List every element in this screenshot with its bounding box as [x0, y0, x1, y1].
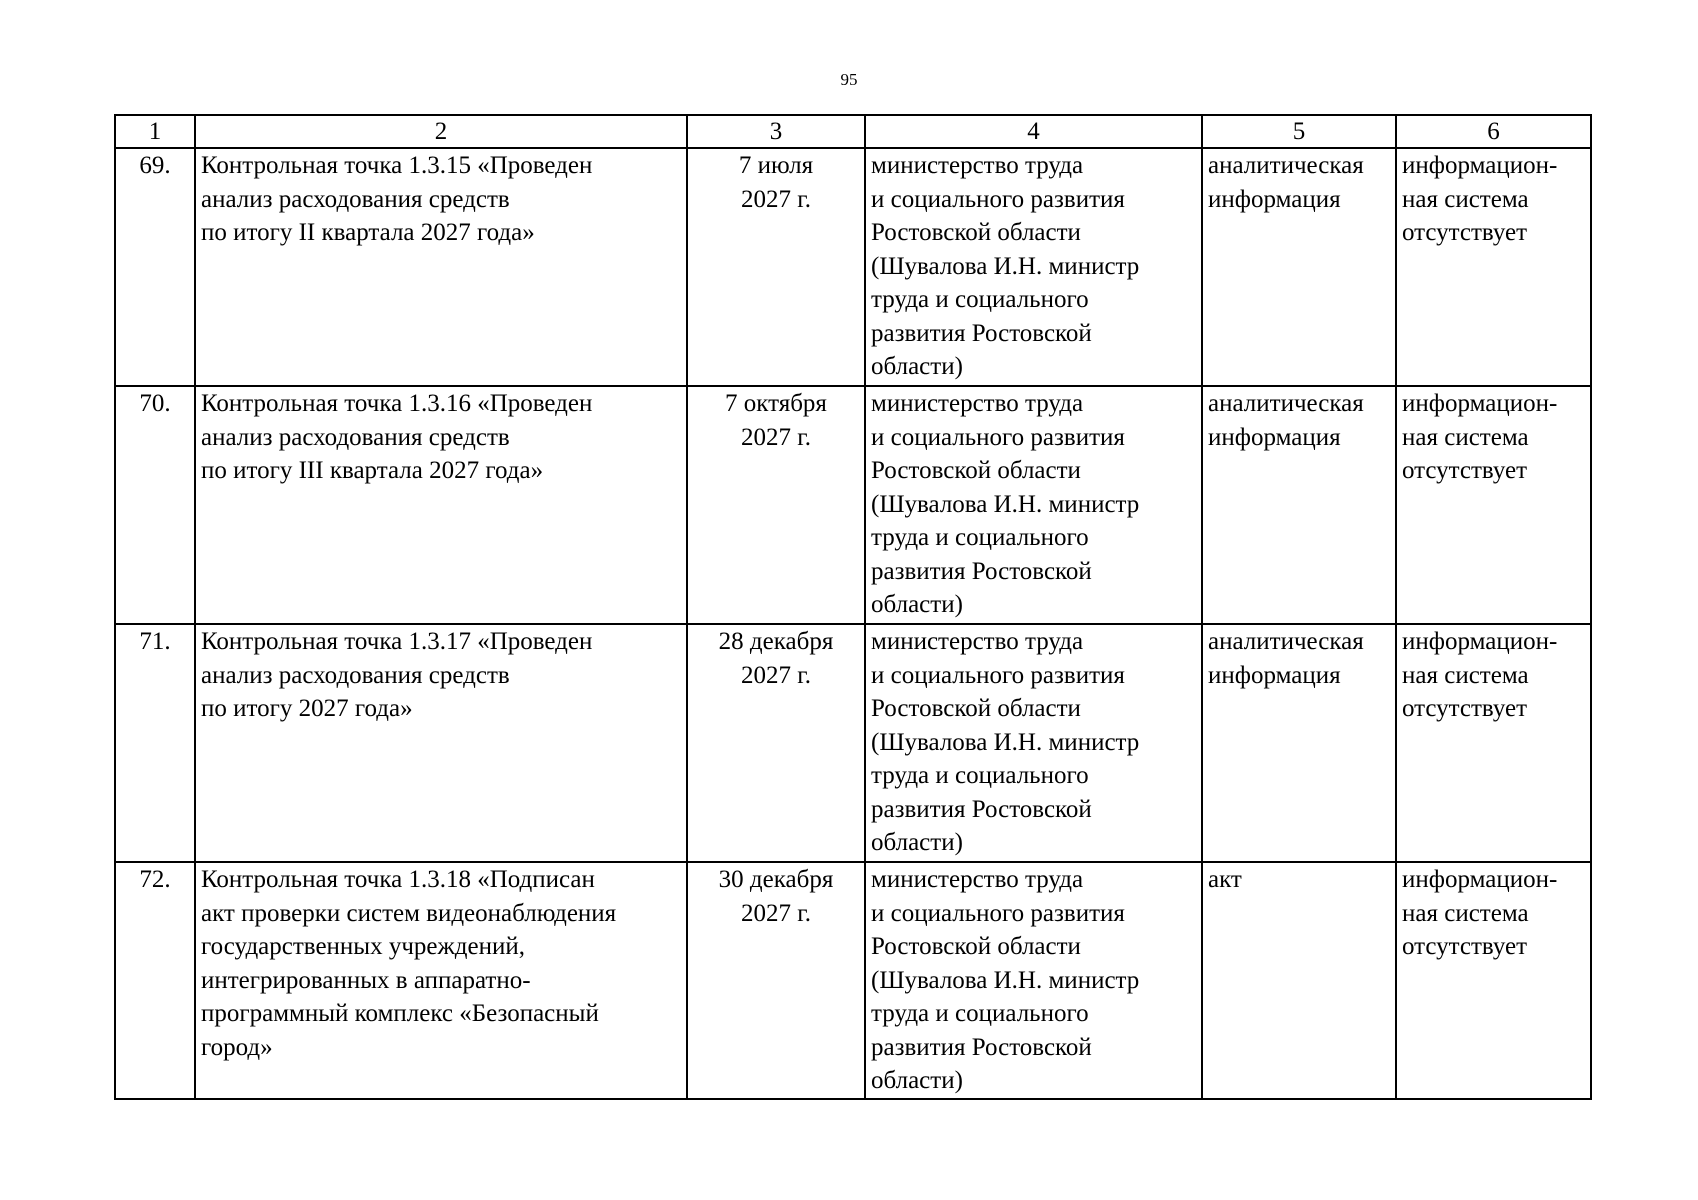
- row-description: Контрольная точка 1.3.15 «Проведен анализ расходования средств по итогу II квартала 2027 года»: [195, 148, 687, 386]
- column-header-5: 5: [1202, 115, 1396, 148]
- row-information-system: информацион- ная система отсутствует: [1396, 386, 1591, 624]
- row-document-type: акт: [1202, 862, 1396, 1099]
- row-document-type: аналитическая информация: [1202, 624, 1396, 862]
- row-number: 70.: [115, 386, 195, 624]
- row-information-system: информацион- ная система отсутствует: [1396, 148, 1591, 386]
- column-header-2: 2: [195, 115, 687, 148]
- column-header-4: 4: [865, 115, 1202, 148]
- table-row: [115, 386, 1591, 624]
- row-description: Контрольная точка 1.3.18 «Подписан акт проверки систем видеонаблюдения государственных учреждений, интегрированных в аппаратно- программный комплекс «Безопасный город»: [195, 862, 687, 1099]
- row-responsible: министерство труда и социального развития Ростовской области (Шувалова И.Н. министр труда и социального развития Ростовской области): [865, 624, 1202, 862]
- column-header-6: 6: [1396, 115, 1591, 148]
- row-information-system: информацион- ная система отсутствует: [1396, 624, 1591, 862]
- row-date: 7 июля 2027 г.: [687, 148, 865, 386]
- row-document-type: аналитическая информация: [1202, 386, 1396, 624]
- row-responsible: министерство труда и социального развития Ростовской области (Шувалова И.Н. министр труда и социального развития Ростовской области): [865, 148, 1202, 386]
- column-header-1: 1: [115, 115, 195, 148]
- table-header-row: [115, 115, 1591, 148]
- row-number: 72.: [115, 862, 195, 1099]
- row-description: Контрольная точка 1.3.16 «Проведен анализ расходования средств по итогу III квартала 2027 года»: [195, 386, 687, 624]
- row-number: 69.: [115, 148, 195, 386]
- row-description: Контрольная точка 1.3.17 «Проведен анализ расходования средств по итогу 2027 года»: [195, 624, 687, 862]
- table-row: [115, 148, 1591, 386]
- row-responsible: министерство труда и социального развития Ростовской области (Шувалова И.Н. министр труда и социального развития Ростовской области): [865, 862, 1202, 1099]
- row-date: 7 октября 2027 г.: [687, 386, 865, 624]
- column-header-3: 3: [687, 115, 865, 148]
- row-document-type: аналитическая информация: [1202, 148, 1396, 386]
- table-row: [115, 862, 1591, 1099]
- row-date: 28 декабря 2027 г.: [687, 624, 865, 862]
- row-information-system: информацион- ная система отсутствует: [1396, 862, 1591, 1099]
- row-responsible: министерство труда и социального развития Ростовской области (Шувалова И.Н. министр труда и социального развития Ростовской области): [865, 386, 1202, 624]
- table-row: [115, 624, 1591, 862]
- row-number: 71.: [115, 624, 195, 862]
- row-date: 30 декабря 2027 г.: [687, 862, 865, 1099]
- page-number: 95: [840, 70, 858, 89]
- control-points-table: [114, 114, 1592, 1100]
